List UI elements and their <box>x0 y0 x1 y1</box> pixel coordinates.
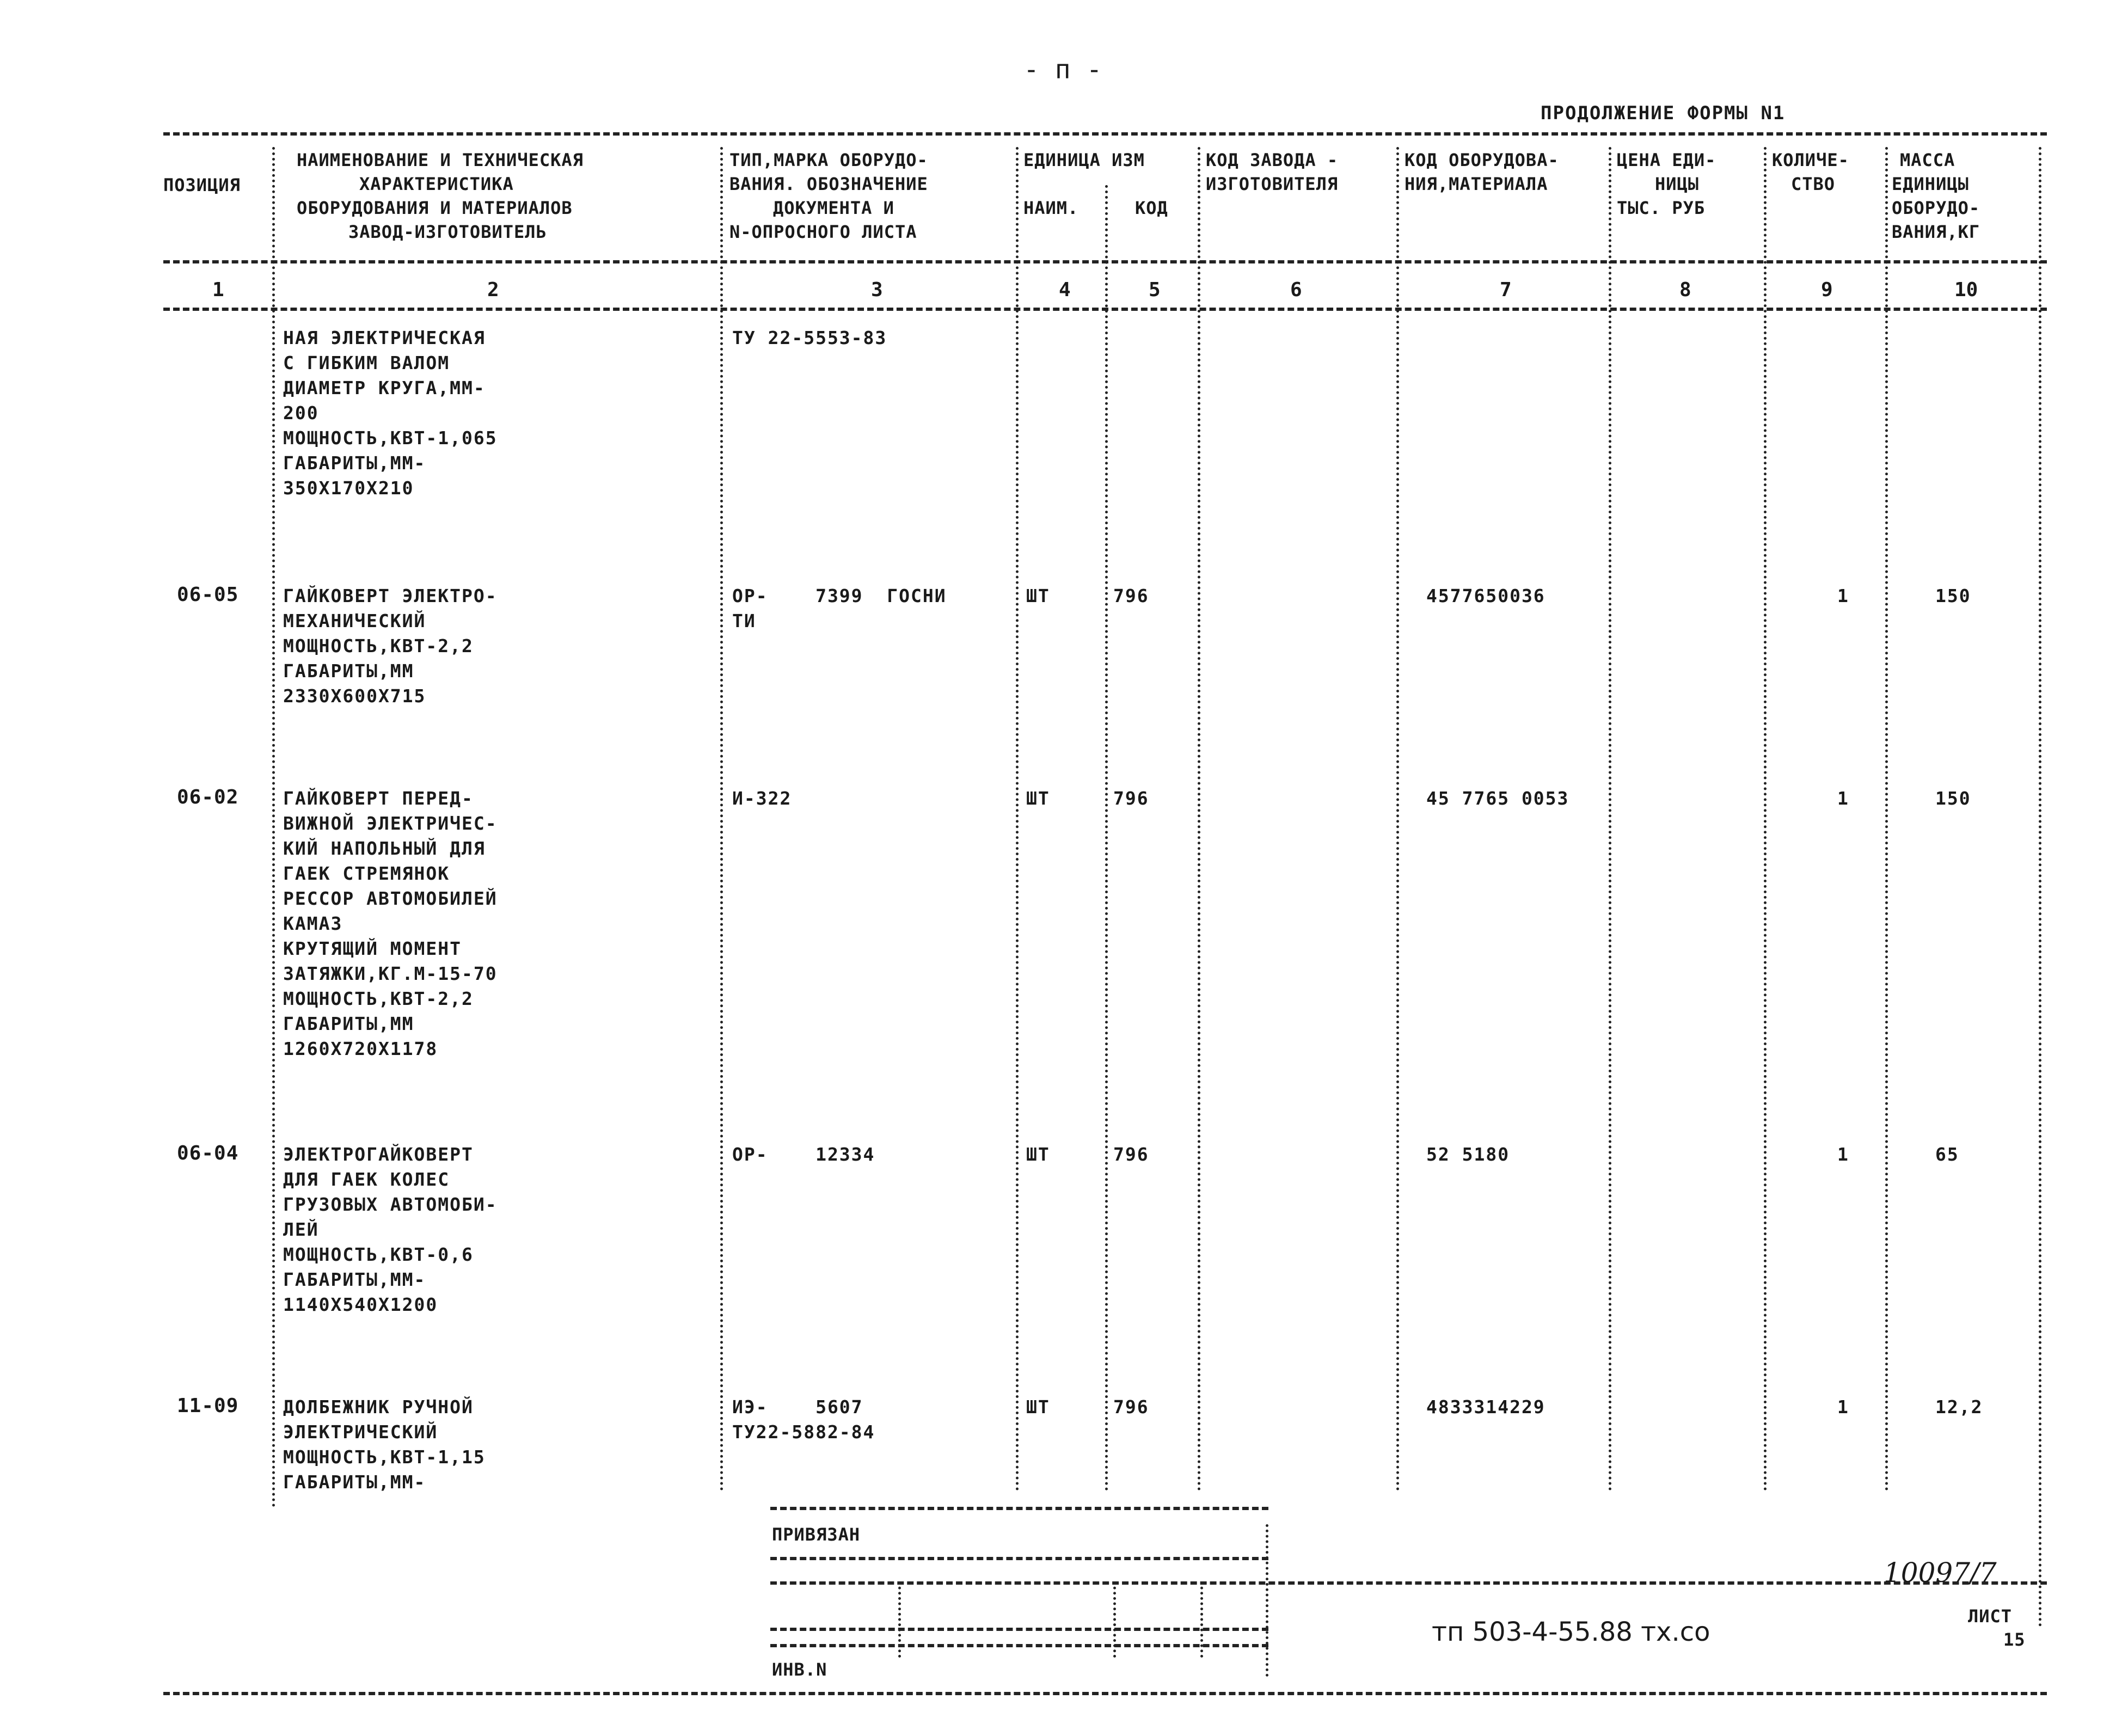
row-quantity: 1 <box>1837 585 1849 606</box>
row-mass: 150 <box>1935 585 1971 606</box>
row-name-line: МОЩНОСТЬ,КВТ-1,065 <box>283 427 498 449</box>
header-type-line: ТИП,МАРКА ОБОРУДО- <box>729 150 928 170</box>
column-number: 2 <box>487 279 499 301</box>
stamp-rule <box>770 1581 2047 1585</box>
row-quantity: 1 <box>1837 1396 1849 1418</box>
header-unit-name: НАИМ. <box>1023 198 1079 218</box>
row-name-line: ВИЖНОЙ ЭЛЕКТРИЧЕС- <box>283 813 498 834</box>
handwritten-number: 10097/7 <box>1884 1557 1997 1588</box>
stamp-separator <box>1266 1524 1268 1677</box>
header-type-line: N-ОПРОСНОГО ЛИСТА <box>729 222 917 242</box>
row-mass: 12,2 <box>1935 1396 1983 1418</box>
header-name-line: ХАРАКТЕРИСТИКА <box>359 174 514 194</box>
stamp-separator <box>898 1581 901 1658</box>
row-equipment-code: 4833314229 <box>1426 1396 1545 1418</box>
row-mass: 150 <box>1935 788 1971 809</box>
row-name-line: С ГИБКИМ ВАЛОМ <box>283 352 450 373</box>
col-separator <box>1885 147 1888 1492</box>
header-unit-code: КОД <box>1135 198 1168 218</box>
row-type-line: ТИ <box>732 610 756 631</box>
header-price: НИЦЫ <box>1655 174 1700 194</box>
column-number: 3 <box>871 279 883 301</box>
header-mass: ЕДИНИЦЫ <box>1892 174 1969 194</box>
stamp-rule <box>770 1507 1268 1510</box>
row-name-line: ЗАТЯЖКИ,КГ.М-15-70 <box>283 963 498 984</box>
row-mass: 65 <box>1935 1144 1959 1165</box>
header-equipment-code: КОД ОБОРУДОВА- <box>1405 150 1559 170</box>
row-name-line: КАМАЗ <box>283 913 343 934</box>
row-unit: ШТ <box>1026 585 1050 606</box>
row-position: 06-02 <box>177 786 239 808</box>
header-name-line: ОБОРУДОВАНИЯ И МАТЕРИАЛОВ <box>297 198 573 218</box>
row-name-line: ГРУЗОВЫХ АВТОМОБИ- <box>283 1194 498 1215</box>
row-name-line: МОЩНОСТЬ,КВТ-2,2 <box>283 988 474 1009</box>
header-factory-code: ИЗГОТОВИТЕЛЯ <box>1206 174 1339 194</box>
header-mass: ОБОРУДО- <box>1892 198 1980 218</box>
row-type-line: ОР- 12334 <box>732 1144 875 1165</box>
col-separator <box>720 147 723 1492</box>
row-name-line: ГАБАРИТЫ,ММ- <box>283 1471 426 1493</box>
row-name-line: НАЯ ЭЛЕКТРИЧЕСКАЯ <box>283 327 486 348</box>
row-name-line: 350Х170Х210 <box>283 477 414 499</box>
col-separator <box>272 147 275 1508</box>
header-price: ТЫС. РУБ <box>1617 198 1706 218</box>
column-number: 8 <box>1679 279 1691 301</box>
row-name-line: ДОЛБЕЖНИК РУЧНОЙ <box>283 1396 474 1418</box>
header-position: ПОЗИЦИЯ <box>163 175 241 195</box>
row-name-line: ЭЛЕКТРОГАЙКОВЕРТ <box>283 1144 474 1165</box>
row-unit-code: 796 <box>1113 1144 1149 1165</box>
row-name-line: ГАБАРИТЫ,ММ <box>283 1013 414 1034</box>
stamp-rule <box>770 1628 1268 1631</box>
row-name-line: ГАБАРИТЫ,ММ <box>283 660 414 682</box>
sheet-label: ЛИСТ <box>1968 1606 2013 1627</box>
header-mass: МАССА <box>1900 150 1955 170</box>
sheet-number: 15 <box>2003 1629 2026 1650</box>
row-name-line: ЛЕЙ <box>283 1219 319 1240</box>
header-unit: ЕДИНИЦА ИЗМ <box>1023 150 1145 170</box>
col-separator <box>1396 147 1399 1492</box>
row-unit: ШТ <box>1026 788 1050 809</box>
stamp-separator <box>1200 1581 1203 1658</box>
column-number: 9 <box>1821 279 1833 301</box>
row-type-line: ИЭ- 5607 <box>732 1396 863 1418</box>
col-separator <box>2039 147 2041 1628</box>
row-name-line: ГАБАРИТЫ,ММ- <box>283 452 426 474</box>
header-name-line: НАИМЕНОВАНИЕ И ТЕХНИЧЕСКАЯ <box>297 150 584 170</box>
row-quantity: 1 <box>1837 1144 1849 1165</box>
row-name-line: 2330Х600Х715 <box>283 685 426 707</box>
row-name-line: ГАЕК СТРЕМЯНОК <box>283 863 450 884</box>
column-number: 7 <box>1500 279 1512 301</box>
stamp-separator <box>1113 1581 1116 1658</box>
row-type-line: И-322 <box>732 788 792 809</box>
stamp-privyazan: ПРИВЯЗАН <box>772 1524 861 1545</box>
row-position: 06-04 <box>177 1142 239 1164</box>
row-position: 06-05 <box>177 584 239 606</box>
row-name-line: ЭЛЕКТРИЧЕСКИЙ <box>283 1421 438 1443</box>
row-unit-code: 796 <box>1113 585 1149 606</box>
row-name-line: МЕХАНИЧЕСКИЙ <box>283 610 426 631</box>
row-name-line: МОЩНОСТЬ,КВТ-0,6 <box>283 1244 474 1265</box>
document-code: тп 503-4-55.88 тх.со <box>1432 1617 1710 1647</box>
header-quantity: КОЛИЧЕ- <box>1772 150 1849 170</box>
row-name-line: ГАБАРИТЫ,ММ- <box>283 1269 426 1290</box>
stamp-inventory-number: ИНВ.N <box>772 1659 827 1680</box>
header-type-line: ДОКУМЕНТА И <box>773 198 894 218</box>
row-equipment-code: 4577650036 <box>1426 585 1545 606</box>
row-name-line: 1140Х540Х1200 <box>283 1294 438 1315</box>
col-separator <box>1764 147 1767 1492</box>
header-equipment-code: НИЯ,МАТЕРИАЛА <box>1405 174 1548 194</box>
header-price: ЦЕНА ЕДИ- <box>1617 150 1716 170</box>
row-name-line: КРУТЯЩИЙ МОМЕНТ <box>283 938 462 959</box>
row-type-line: ТУ 22-5553-83 <box>732 327 887 348</box>
column-number: 4 <box>1059 279 1071 301</box>
row-unit-code: 796 <box>1113 788 1149 809</box>
row-name-line: РЕССОР АВТОМОБИЛЕЙ <box>283 888 498 909</box>
col-separator <box>1105 185 1108 1492</box>
row-name-line: МОЩНОСТЬ,КВТ-2,2 <box>283 635 474 657</box>
column-number: 6 <box>1290 279 1302 301</box>
col-separator <box>1609 147 1611 1492</box>
header-quantity: СТВО <box>1791 174 1836 194</box>
row-name-line: 1260Х720Х1178 <box>283 1038 438 1059</box>
row-type-line: ТУ22-5882-84 <box>732 1421 875 1443</box>
row-equipment-code: 45 7765 0053 <box>1426 788 1569 809</box>
stamp-rule <box>770 1644 1268 1647</box>
row-name-line: ДЛЯ ГАЕК КОЛЕС <box>283 1169 450 1190</box>
row-unit: ШТ <box>1026 1144 1050 1165</box>
column-number: 10 <box>1954 279 1978 301</box>
col-separator <box>1016 147 1019 1492</box>
form-continuation-title: ПРОДОЛЖЕНИЕ ФОРМЫ N1 <box>1541 102 1786 124</box>
header-factory-code: КОД ЗАВОДА - <box>1206 150 1339 170</box>
row-name-line: ДИАМЕТР КРУГА,ММ- <box>283 377 486 398</box>
row-type-line: ОР- 7399 ГОСНИ <box>732 585 947 606</box>
row-position: 11-09 <box>177 1395 239 1417</box>
row-equipment-code: 52 5180 <box>1426 1144 1510 1165</box>
stamp-rule <box>770 1557 1268 1560</box>
header-type-line: ВАНИЯ. ОБОЗНАЧЕНИЕ <box>729 174 928 194</box>
table-bottom-rule <box>163 1692 2047 1695</box>
row-unit-code: 796 <box>1113 1396 1149 1418</box>
header-name-line: ЗАВОД-ИЗГОТОВИТЕЛЬ <box>348 222 547 242</box>
header-mass: ВАНИЯ,КГ <box>1892 222 1980 242</box>
table-top-rule <box>163 132 2047 136</box>
row-name-line: ГАЙКОВЕРТ ЭЛЕКТРО- <box>283 585 498 606</box>
row-name-line: ГАЙКОВЕРТ ПЕРЕД- <box>283 788 474 809</box>
page-number: - п - <box>1023 54 1102 85</box>
row-quantity: 1 <box>1837 788 1849 809</box>
row-name-line: КИЙ НАПОЛЬНЫЙ ДЛЯ <box>283 838 486 859</box>
col-separator <box>1198 147 1200 1492</box>
column-number: 5 <box>1149 279 1161 301</box>
row-name-line: 200 <box>283 402 319 424</box>
column-number: 1 <box>212 279 224 301</box>
row-unit: ШТ <box>1026 1396 1050 1418</box>
row-name-line: МОЩНОСТЬ,КВТ-1,15 <box>283 1446 486 1468</box>
